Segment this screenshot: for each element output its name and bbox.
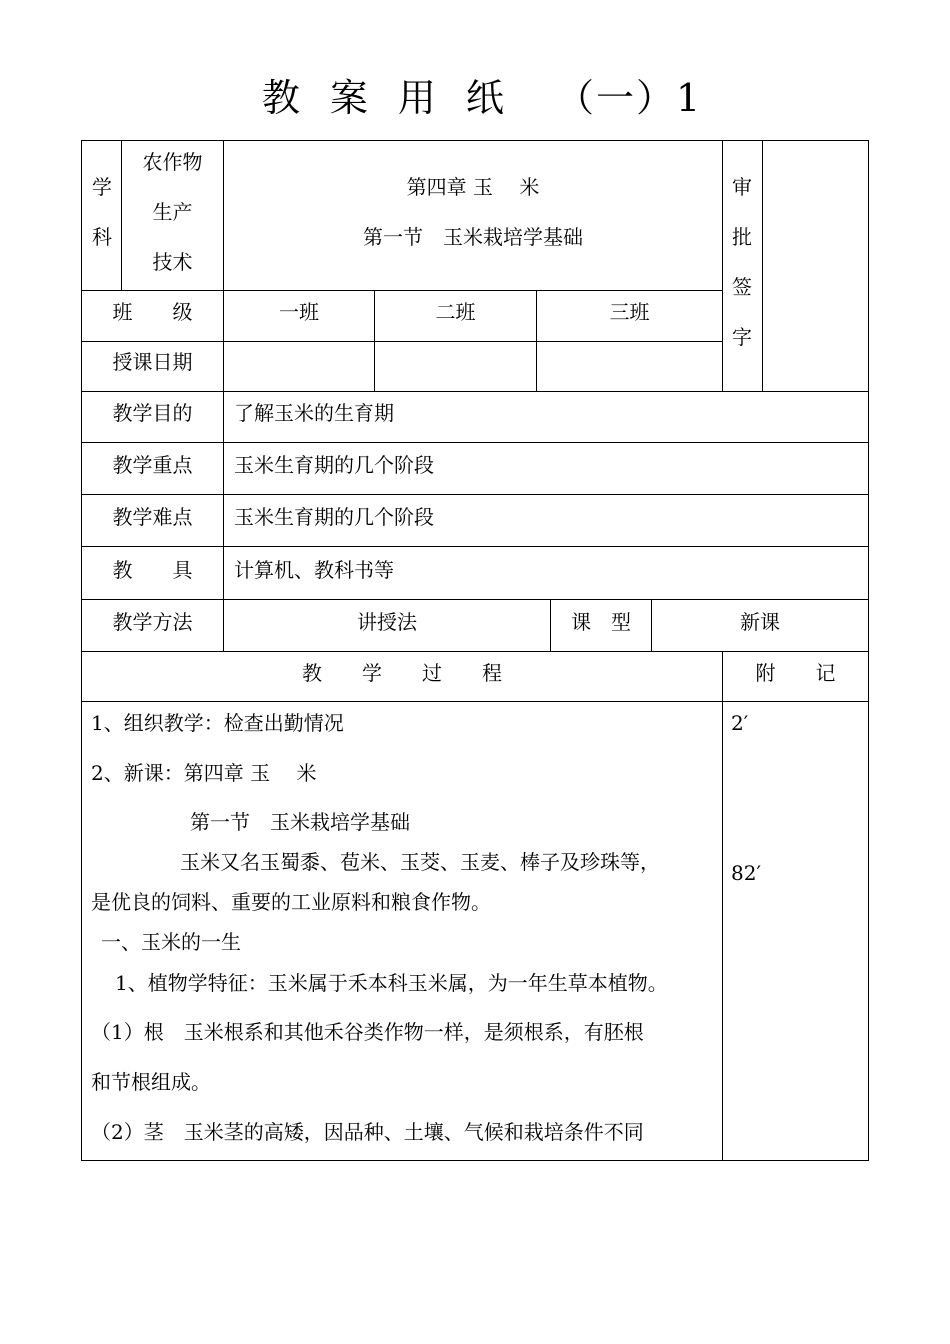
process-header: 教 学 过 程	[302, 661, 502, 685]
subject-label-char: 学	[92, 175, 112, 199]
row-divider	[81, 651, 869, 652]
tools-label: 教 具	[112, 558, 193, 582]
key-point-value: 玉米生育期的几个阶段	[234, 453, 434, 477]
lesson-type-value: 新课	[740, 610, 780, 634]
process-line: （2）茎 玉米茎的高矮，因品种、土壤、气候和栽培条件不同	[91, 1120, 644, 1144]
process-line: 1、植物学特征：玉米属于禾本科玉米属，为一年生草本植物。	[115, 971, 668, 995]
subject-value-line: 技术	[152, 250, 193, 274]
objective-label: 教学目的	[112, 401, 193, 425]
class-item: 一班	[279, 300, 319, 324]
note-time: 2′	[731, 711, 749, 735]
row-divider	[81, 391, 869, 392]
method-label: 教学方法	[112, 610, 193, 634]
row-divider	[81, 442, 869, 443]
column-divider	[722, 651, 723, 1161]
objective-value: 了解玉米的生育期	[234, 401, 394, 425]
approval-label-char: 审	[732, 175, 752, 199]
difficulty-value: 玉米生育期的几个阶段	[234, 505, 434, 529]
class-label: 班 级	[112, 300, 193, 324]
process-line: （1）根 玉米根系和其他禾谷类作物一样，是须根系，有胚根	[91, 1020, 644, 1044]
row-divider	[81, 546, 869, 547]
note-time: 82′	[731, 861, 761, 885]
column-divider	[762, 140, 763, 392]
title-char: 纸	[465, 76, 506, 120]
process-line: 是优良的饲料、重要的工业原料和粮食作物。	[91, 890, 491, 914]
approval-label-char: 签	[732, 275, 752, 299]
process-line: 1、组织教学：检查出勤情况	[91, 711, 344, 735]
lesson-type-label: 课 型	[571, 610, 631, 634]
title-char: 教	[261, 76, 302, 120]
process-line: 和节根组成。	[91, 1070, 211, 1094]
date-label: 授课日期	[112, 350, 193, 374]
chapter-title: 第四章 玉 米	[406, 175, 540, 199]
section-title: 第一节 玉米栽培学基础	[363, 225, 583, 249]
row-divider	[81, 290, 723, 291]
method-value: 讲授法	[357, 610, 417, 634]
key-point-label: 教学重点	[112, 453, 193, 477]
difficulty-label: 教学难点	[112, 505, 193, 529]
process-line: 第一节 玉米栽培学基础	[190, 810, 410, 834]
process-line: 玉米又名玉蜀黍、苞米、玉茭、玉麦、棒子及珍珠等，	[180, 850, 660, 874]
title-char: 用	[397, 76, 438, 120]
approval-label-char: 字	[732, 325, 752, 349]
subject-value-line: 农作物	[142, 150, 203, 174]
row-divider	[81, 701, 869, 702]
process-line: 2、新课：第四章 玉 米	[91, 761, 317, 785]
column-divider	[223, 140, 224, 652]
subject-label-char: 科	[92, 225, 112, 249]
row-divider	[81, 599, 869, 600]
approval-label-char: 批	[732, 225, 752, 249]
title-char: 案	[329, 76, 370, 120]
class-item: 二班	[435, 300, 476, 324]
class-item: 三班	[609, 300, 650, 324]
notes-header: 附 记	[755, 661, 836, 685]
title-suffix: （一）1	[555, 76, 703, 120]
process-line: 一、玉米的一生	[101, 930, 241, 954]
row-divider	[81, 494, 869, 495]
row-divider	[81, 341, 723, 342]
tools-value: 计算机、教科书等	[234, 558, 394, 582]
column-divider	[722, 140, 723, 392]
page-title	[0, 72, 950, 124]
subject-value-line: 生产	[152, 200, 193, 224]
